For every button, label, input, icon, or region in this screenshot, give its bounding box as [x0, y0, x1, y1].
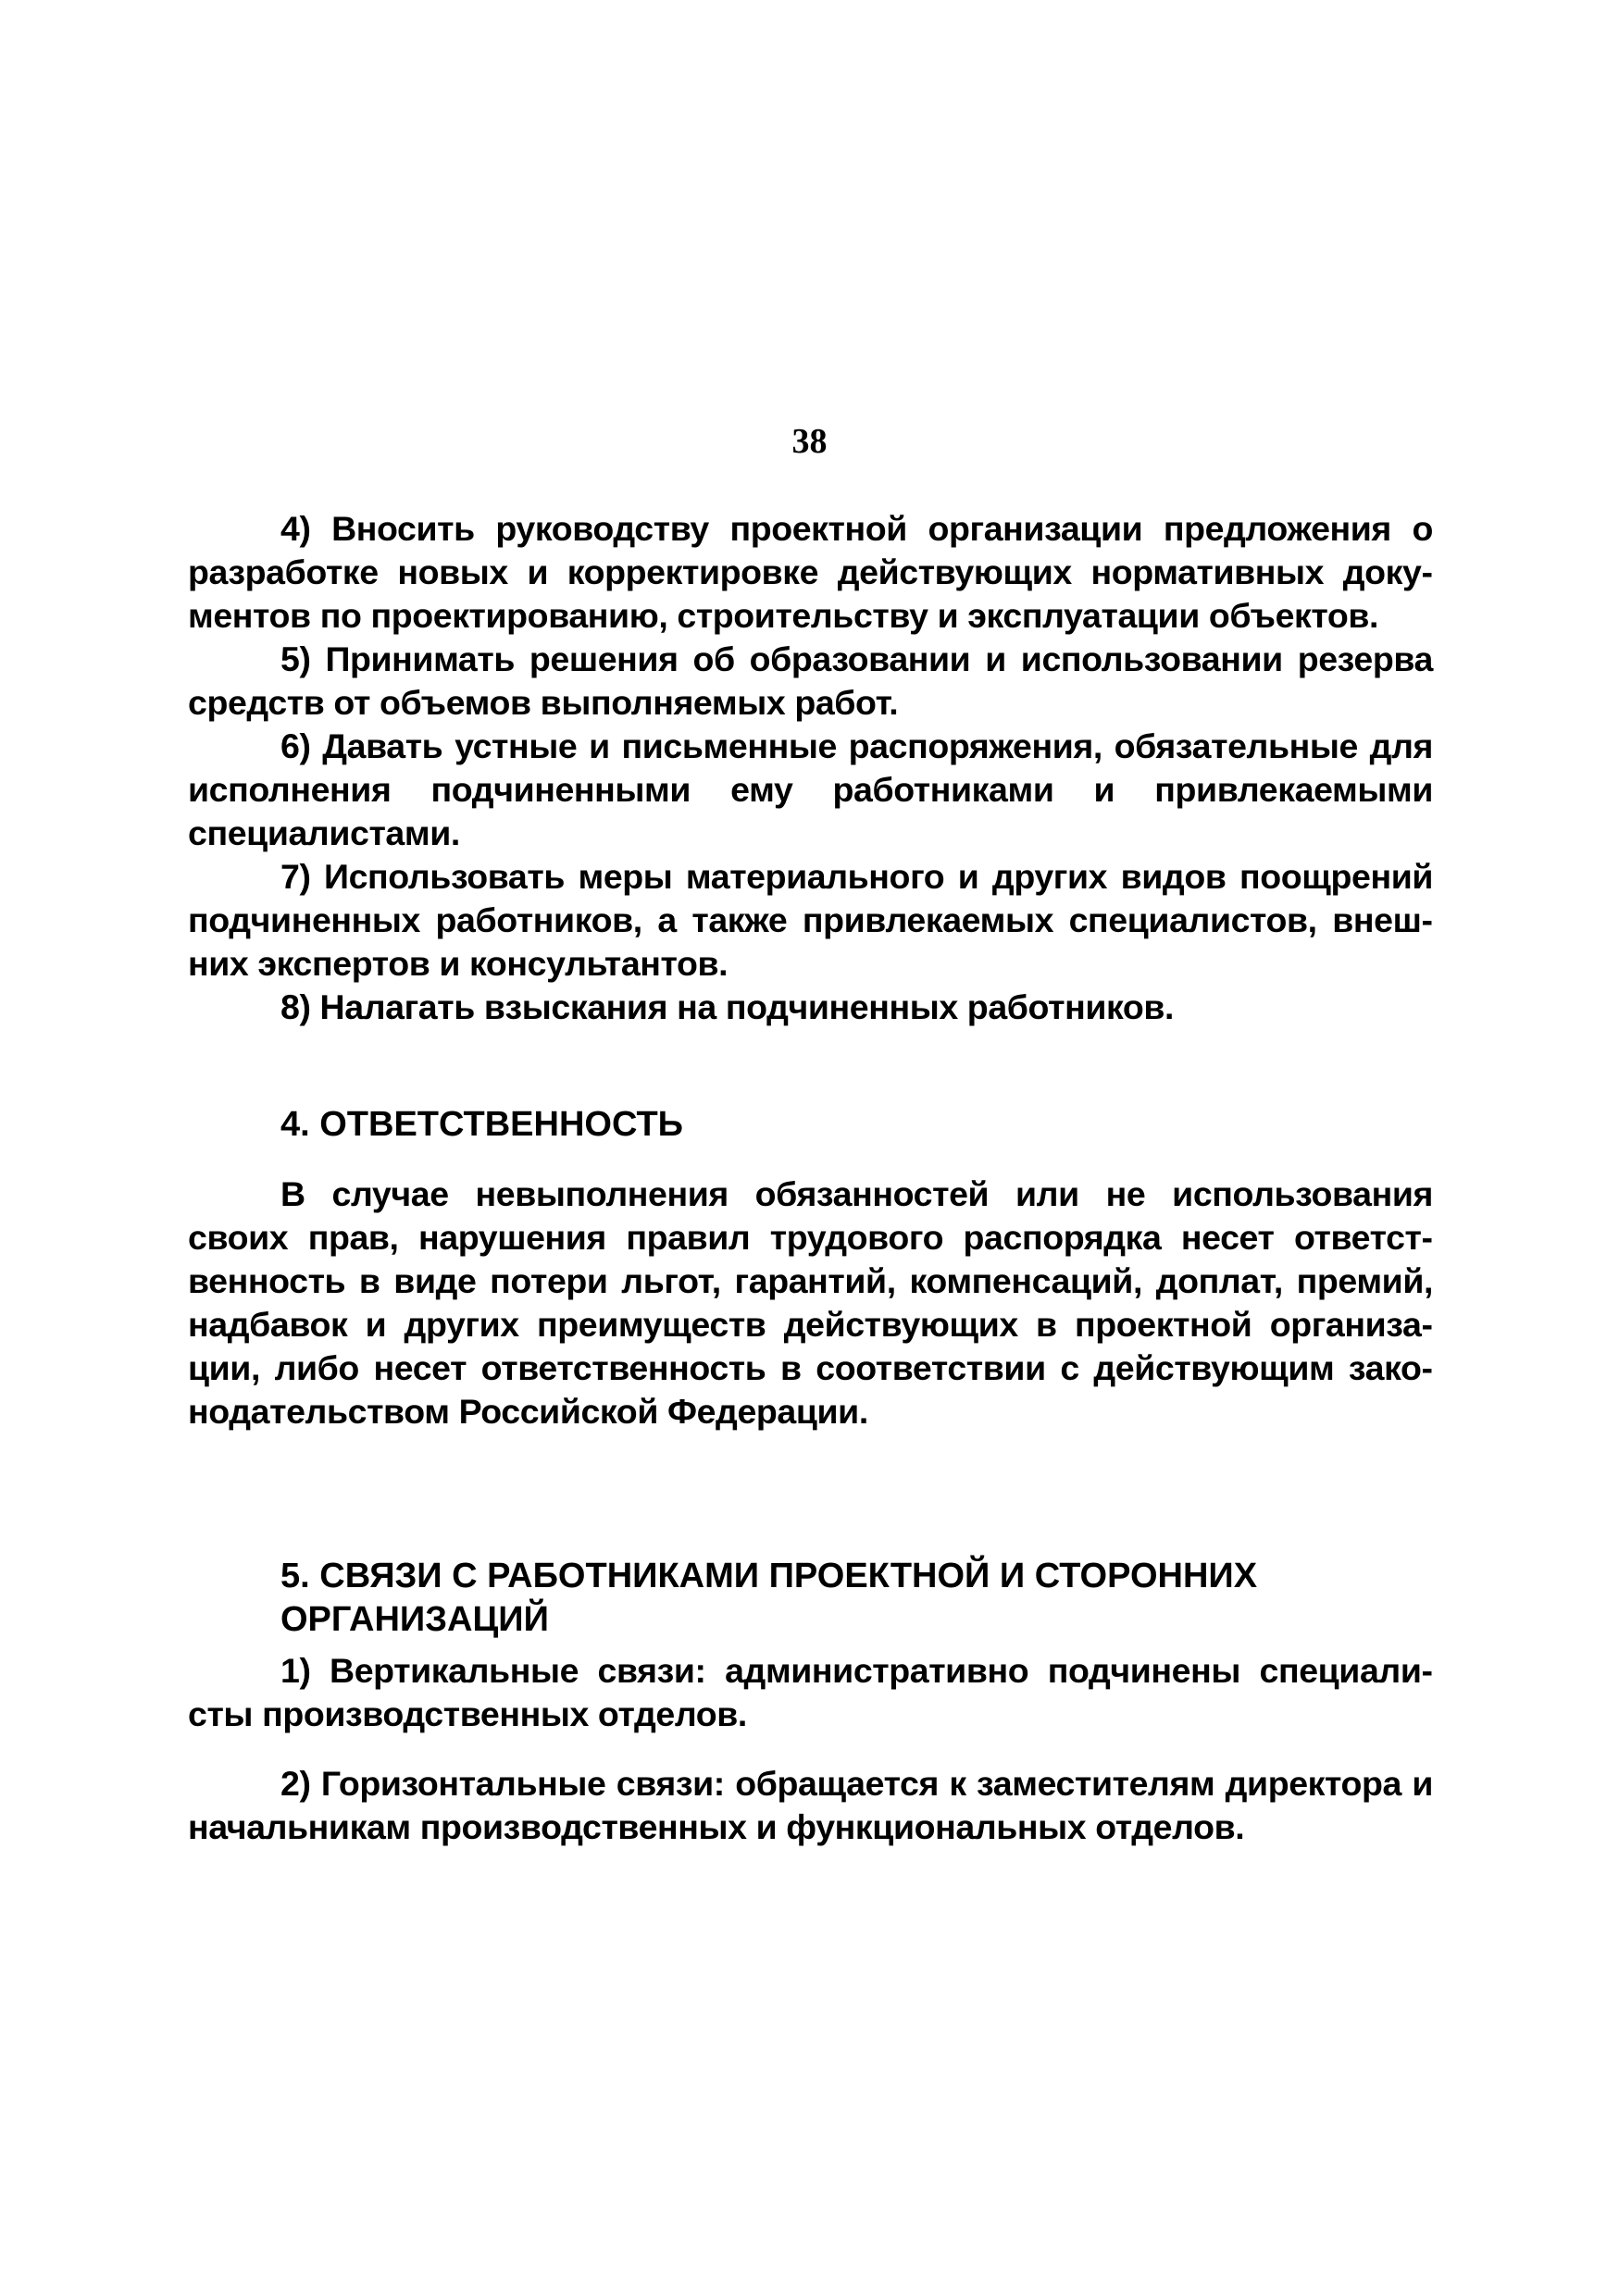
paragraph-responsibility: В случае невыполнения обязанностей или не использования своих прав, нарушения правил трудового распорядка несет ответственность в виде потери льгот, гарантий, компенсаций, доплат, премий, надбавок и других преимуществ действующих в проектной организации, либо несет ответственность в соответствии с действующим законодательством Российской Федерации.	[188, 1174, 1433, 1431]
paragraph-horizontal-relations: 2) Горизонтальные связи: обращается к заместителям директора и начальникам производственных и функциональных отделов.	[188, 1764, 1433, 1846]
paragraph-vertical-relations: 1) Вертикальные связи: административно подчинены специалисты производственных отделов.	[188, 1651, 1433, 1733]
paragraph-right-4: 4) Вносить руководству проектной организации предложения о разработке новых и корректировке действующих нормативных документов по проектированию, строительству и эксплуатации объектов.	[188, 509, 1433, 635]
page-number: 38	[791, 422, 828, 461]
paragraph-right-8: 8) Налагать взыскания на подчиненных работников.	[280, 987, 1175, 1026]
document-body	[188, 507, 1433, 1849]
section-heading-relations: 5. СВЯЗИ С РАБОТНИКАМИ ПРОЕКТНОЙ И СТОРОННИХ ОРГАНИЗАЦИЙ	[280, 1557, 1258, 1639]
paragraph-right-5: 5) Принимать решения об образовании и использовании резерва средств от объемов выполняемых работ.	[188, 639, 1433, 722]
paragraph-right-7: 7) Использовать меры материального и других видов поощрений подчиненных работников, а также привлекаемых специалистов, внешних экспертов и консультантов.	[188, 857, 1433, 983]
paragraph-right-6: 6) Давать устные и письменные распоряжения, обязательные для исполнения подчиненными ему работниками и привлекаемыми специалистами.	[188, 726, 1433, 852]
section-heading-responsibility: 4. ОТВЕТСТВЕННОСТЬ	[280, 1105, 683, 1144]
